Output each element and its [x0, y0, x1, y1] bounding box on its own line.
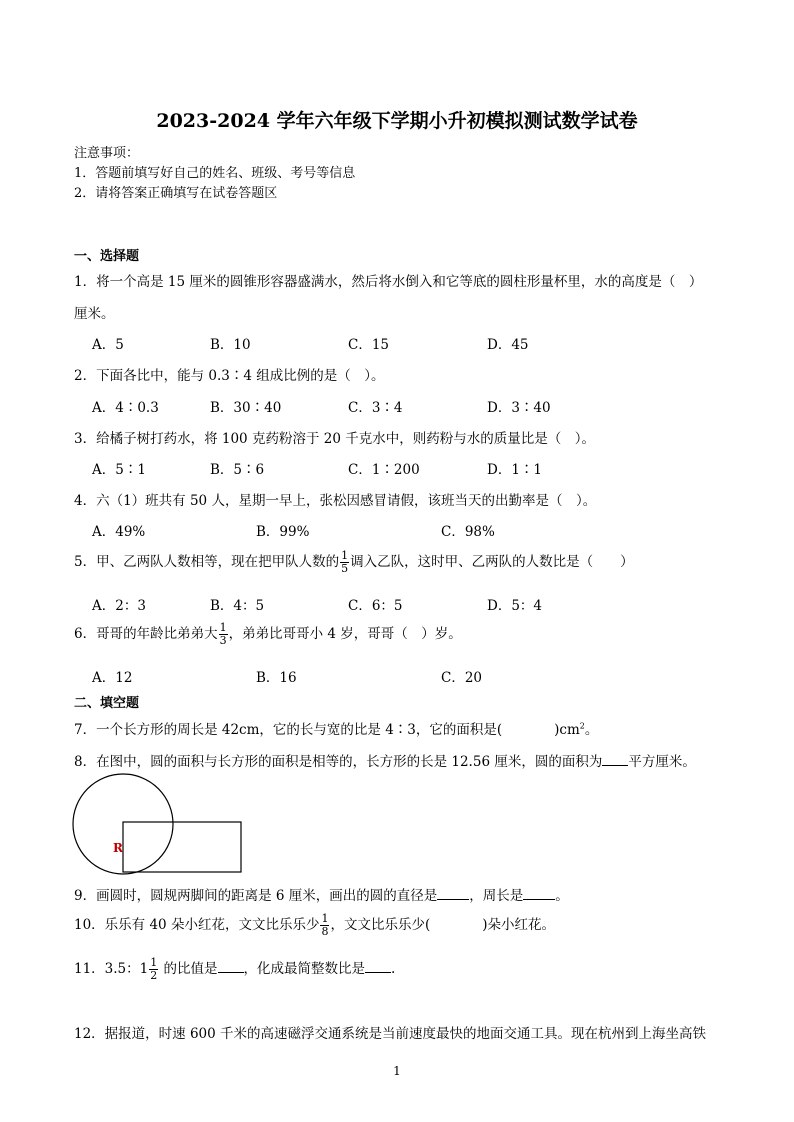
figure-radius-label: R [113, 841, 123, 855]
question-8 [74, 750, 696, 770]
q10-fraction [320, 913, 329, 938]
q10-text-pre: 10．乐乐有 40 朵小红花，文文比乐乐少 [74, 917, 320, 933]
q9-circumference-blank [523, 887, 555, 900]
q11-fraction-numerator: 1 [150, 956, 158, 969]
q7-unit-superscript: 2 [579, 721, 585, 731]
q9-diameter-blank [437, 887, 469, 900]
q2-option-a: A．4∶0.3 [92, 400, 159, 416]
q6-text-post: ，弟弟比哥哥小 4 岁，哥哥（ ）岁。 [228, 626, 462, 642]
q7-text-post: )cm [554, 722, 580, 738]
q8-text-pre: 8．在图中，圆的面积与长方形的面积是相等的，长方形的长是 12.56 厘米，圆的面积为 [74, 754, 603, 770]
q3-option-b: B．5∶6 [210, 462, 265, 478]
q11-text-pre: 11．3.5：1 [74, 961, 149, 977]
q6-option-a: A．12 [92, 670, 133, 686]
q10-text-mid: ，文文比乐乐少( [330, 917, 431, 933]
note-item-1: 1．答题前填写好自己的姓名、班级、考号等信息 [74, 166, 356, 181]
q2-option-d: D．3∶40 [487, 400, 551, 416]
q7-text-pre: 7．一个长方形的周长是 42cm，它的长与宽的比是 4∶3，它的面积是( [74, 722, 503, 738]
q9-text-end: 。 [555, 888, 569, 904]
page-number: 1 [393, 1064, 401, 1078]
q11-simplest-ratio-blank [365, 960, 391, 973]
question-4: 4．六（1）班共有 50 人，星期一早上，张松因感冒请假，该班当天的出勤率是（ ）。 [74, 493, 597, 509]
q2-option-c: C．3∶4 [348, 400, 403, 416]
q6-fraction [219, 622, 228, 647]
q5-option-b: B．4：5 [210, 598, 265, 614]
q10-fraction-denominator: 8 [321, 925, 329, 938]
q11-fraction [149, 957, 158, 982]
q6-text-pre: 6．哥哥的年龄比弟弟大 [74, 626, 218, 642]
question-7 [74, 718, 598, 738]
q3-option-d: D．1∶1 [487, 462, 543, 478]
q5-fraction-denominator: 5 [341, 562, 349, 575]
q3-option-c: C．1∶200 [348, 462, 420, 478]
q1-option-c: C．15 [348, 337, 390, 353]
q2-option-b: B．30∶40 [210, 400, 282, 416]
q11-text-end: . [391, 961, 396, 977]
q7-text-end: 。 [584, 722, 599, 738]
q11-text-mid2: ，化成最简整数比是 [243, 961, 366, 977]
q9-text-pre: 9．画圆时，圆规两脚间的距离是 6 厘米，画出的圆的直径是 [74, 888, 438, 904]
q5-option-d: D．5：4 [487, 598, 543, 614]
q4-option-b: B．99% [256, 524, 310, 540]
page-title: 2023-2024 学年六年级下学期小升初模拟测试数学试卷 [156, 110, 638, 132]
q1-option-b: B．10 [210, 337, 251, 353]
q5-fraction [340, 550, 349, 575]
q6-option-c: C．20 [441, 670, 483, 686]
q5-option-c: C．6：5 [348, 598, 403, 614]
q5-option-a: A．2：3 [92, 598, 146, 614]
q6-fraction-numerator: 1 [219, 621, 227, 634]
question-1-line2: 厘米。 [74, 306, 115, 322]
question-11 [74, 957, 395, 982]
q5-text-post: 调入乙队，这时甲、乙两队的人数比是（ ） [350, 554, 634, 570]
q4-option-c: C．98% [441, 524, 495, 540]
question-9 [74, 884, 569, 904]
question-10 [74, 913, 555, 938]
question-2: 2．下面各比中，能与 0.3∶4 组成比例的是（ ）。 [74, 368, 385, 384]
q4-option-a: A．49% [92, 524, 146, 540]
section-fill-heading: 二、填空题 [74, 696, 140, 711]
q11-ratio-value-blank [218, 960, 244, 973]
q10-fraction-numerator: 1 [321, 912, 329, 925]
q1-option-a: A．5 [92, 337, 124, 353]
notes-heading: 注意事项： [74, 146, 140, 161]
q1-option-d: D．45 [487, 337, 529, 353]
q11-fraction-denominator: 2 [150, 969, 158, 982]
circle-rectangle-figure [66, 768, 256, 880]
q8-text-post: 平方厘米。 [628, 754, 696, 770]
q6-option-b: B．16 [256, 670, 297, 686]
question-12: 12．据报道，时速 600 千米的高速磁浮交通系统是当前速度最快的地面交通工具。现在杭州到上海坐高铁 [74, 1026, 707, 1042]
note-item-2: 2．请将答案正确填写在试卷答题区 [74, 186, 278, 201]
section-choice-heading: 一、选择题 [74, 249, 140, 264]
q10-text-post: )朵小红花。 [482, 917, 556, 933]
q8-answer-blank [602, 753, 628, 766]
q5-fraction-numerator: 1 [341, 549, 349, 562]
q5-text-pre: 5．甲、乙两队人数相等，现在把甲队人数的 [74, 554, 340, 570]
question-5 [74, 550, 634, 575]
q9-text-mid: ，周长是 [469, 888, 524, 904]
question-6 [74, 622, 462, 647]
q6-fraction-denominator: 3 [219, 634, 227, 647]
question-3: 3．给橘子树打药水，将 100 克药粉溶于 20 千克水中，则药粉与水的质量比是（ ）。 [74, 431, 595, 447]
figure-rectangle [123, 822, 241, 872]
q11-text-mid: 的比值是 [159, 961, 218, 977]
q3-option-a: A．5∶1 [92, 462, 146, 478]
question-1-line1: 1．将一个高是 15 厘米的圆锥形容器盛满水，然后将水倒入和它等底的圆柱形量杯里，水的高度是（ ） [74, 274, 703, 290]
